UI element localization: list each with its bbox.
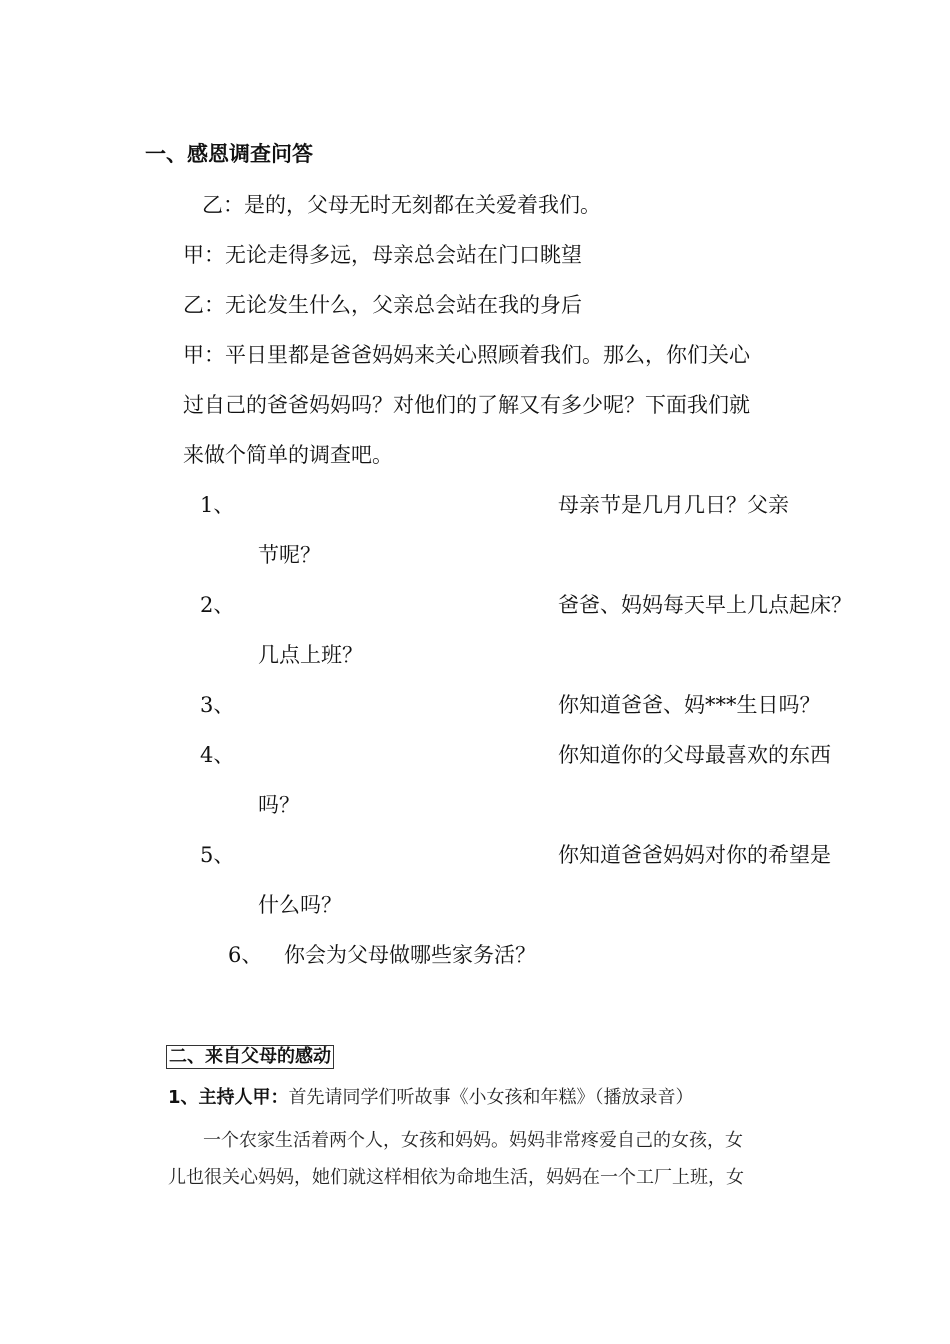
host-label: 1、主持人甲： bbox=[168, 1087, 289, 1108]
question-number: 1、 bbox=[200, 493, 235, 517]
question-text: 爸爸、妈妈每天早上几点起床？ bbox=[558, 593, 852, 617]
question-continuation: 什么吗？ bbox=[258, 893, 342, 917]
story-line: 儿也很关心妈妈，她们就这样相依为命地生活，妈妈在一个工厂上班，女 bbox=[168, 1167, 744, 1188]
dialogue-line: 甲：无论走得多远，母亲总会站在门口眺望 bbox=[183, 243, 582, 267]
dialogue-line: 乙：是的，父母无时无刻都在关爱着我们。 bbox=[202, 193, 601, 217]
dialogue-line: 乙：无论发生什么，父亲总会站在我的身后 bbox=[183, 293, 582, 317]
section-2-heading: 二、来自父母的感动 bbox=[166, 1045, 334, 1069]
question-number: 3、 bbox=[200, 693, 235, 717]
story-line: 一个农家生活着两个人，女孩和妈妈。妈妈非常疼爱自己的女孩，女 bbox=[203, 1130, 743, 1151]
question-continuation: 几点上班？ bbox=[258, 643, 363, 667]
question-number: 5、 bbox=[200, 843, 235, 867]
question-text: 你知道爸爸、妈***生日吗？ bbox=[558, 693, 821, 717]
question-continuation: 节呢？ bbox=[258, 543, 321, 567]
question-text: 你会为父母做哪些家务活？ bbox=[284, 943, 536, 967]
question-text: 你知道你的父母最喜欢的东西 bbox=[558, 743, 831, 767]
question-number: 6、 bbox=[228, 943, 263, 967]
dialogue-line: 过自己的爸爸妈妈吗？对他们的了解又有多少呢？下面我们就 bbox=[183, 393, 750, 417]
host-intro-line bbox=[168, 1083, 694, 1109]
section-1-heading: 一、感恩调查问答 bbox=[145, 142, 313, 166]
question-continuation: 吗？ bbox=[258, 793, 300, 817]
question-number: 4、 bbox=[200, 743, 235, 767]
question-text: 母亲节是几月几日？父亲 bbox=[558, 493, 789, 517]
dialogue-line: 来做个简单的调查吧。 bbox=[183, 443, 393, 467]
host-text: 首先请同学们听故事《小女孩和年糕》（播放录音） bbox=[288, 1087, 694, 1108]
dialogue-line: 甲：平日里都是爸爸妈妈来关心照顾着我们。那么，你们关心 bbox=[183, 343, 750, 367]
question-number: 2、 bbox=[200, 593, 235, 617]
question-text: 你知道爸爸妈妈对你的希望是 bbox=[558, 843, 831, 867]
